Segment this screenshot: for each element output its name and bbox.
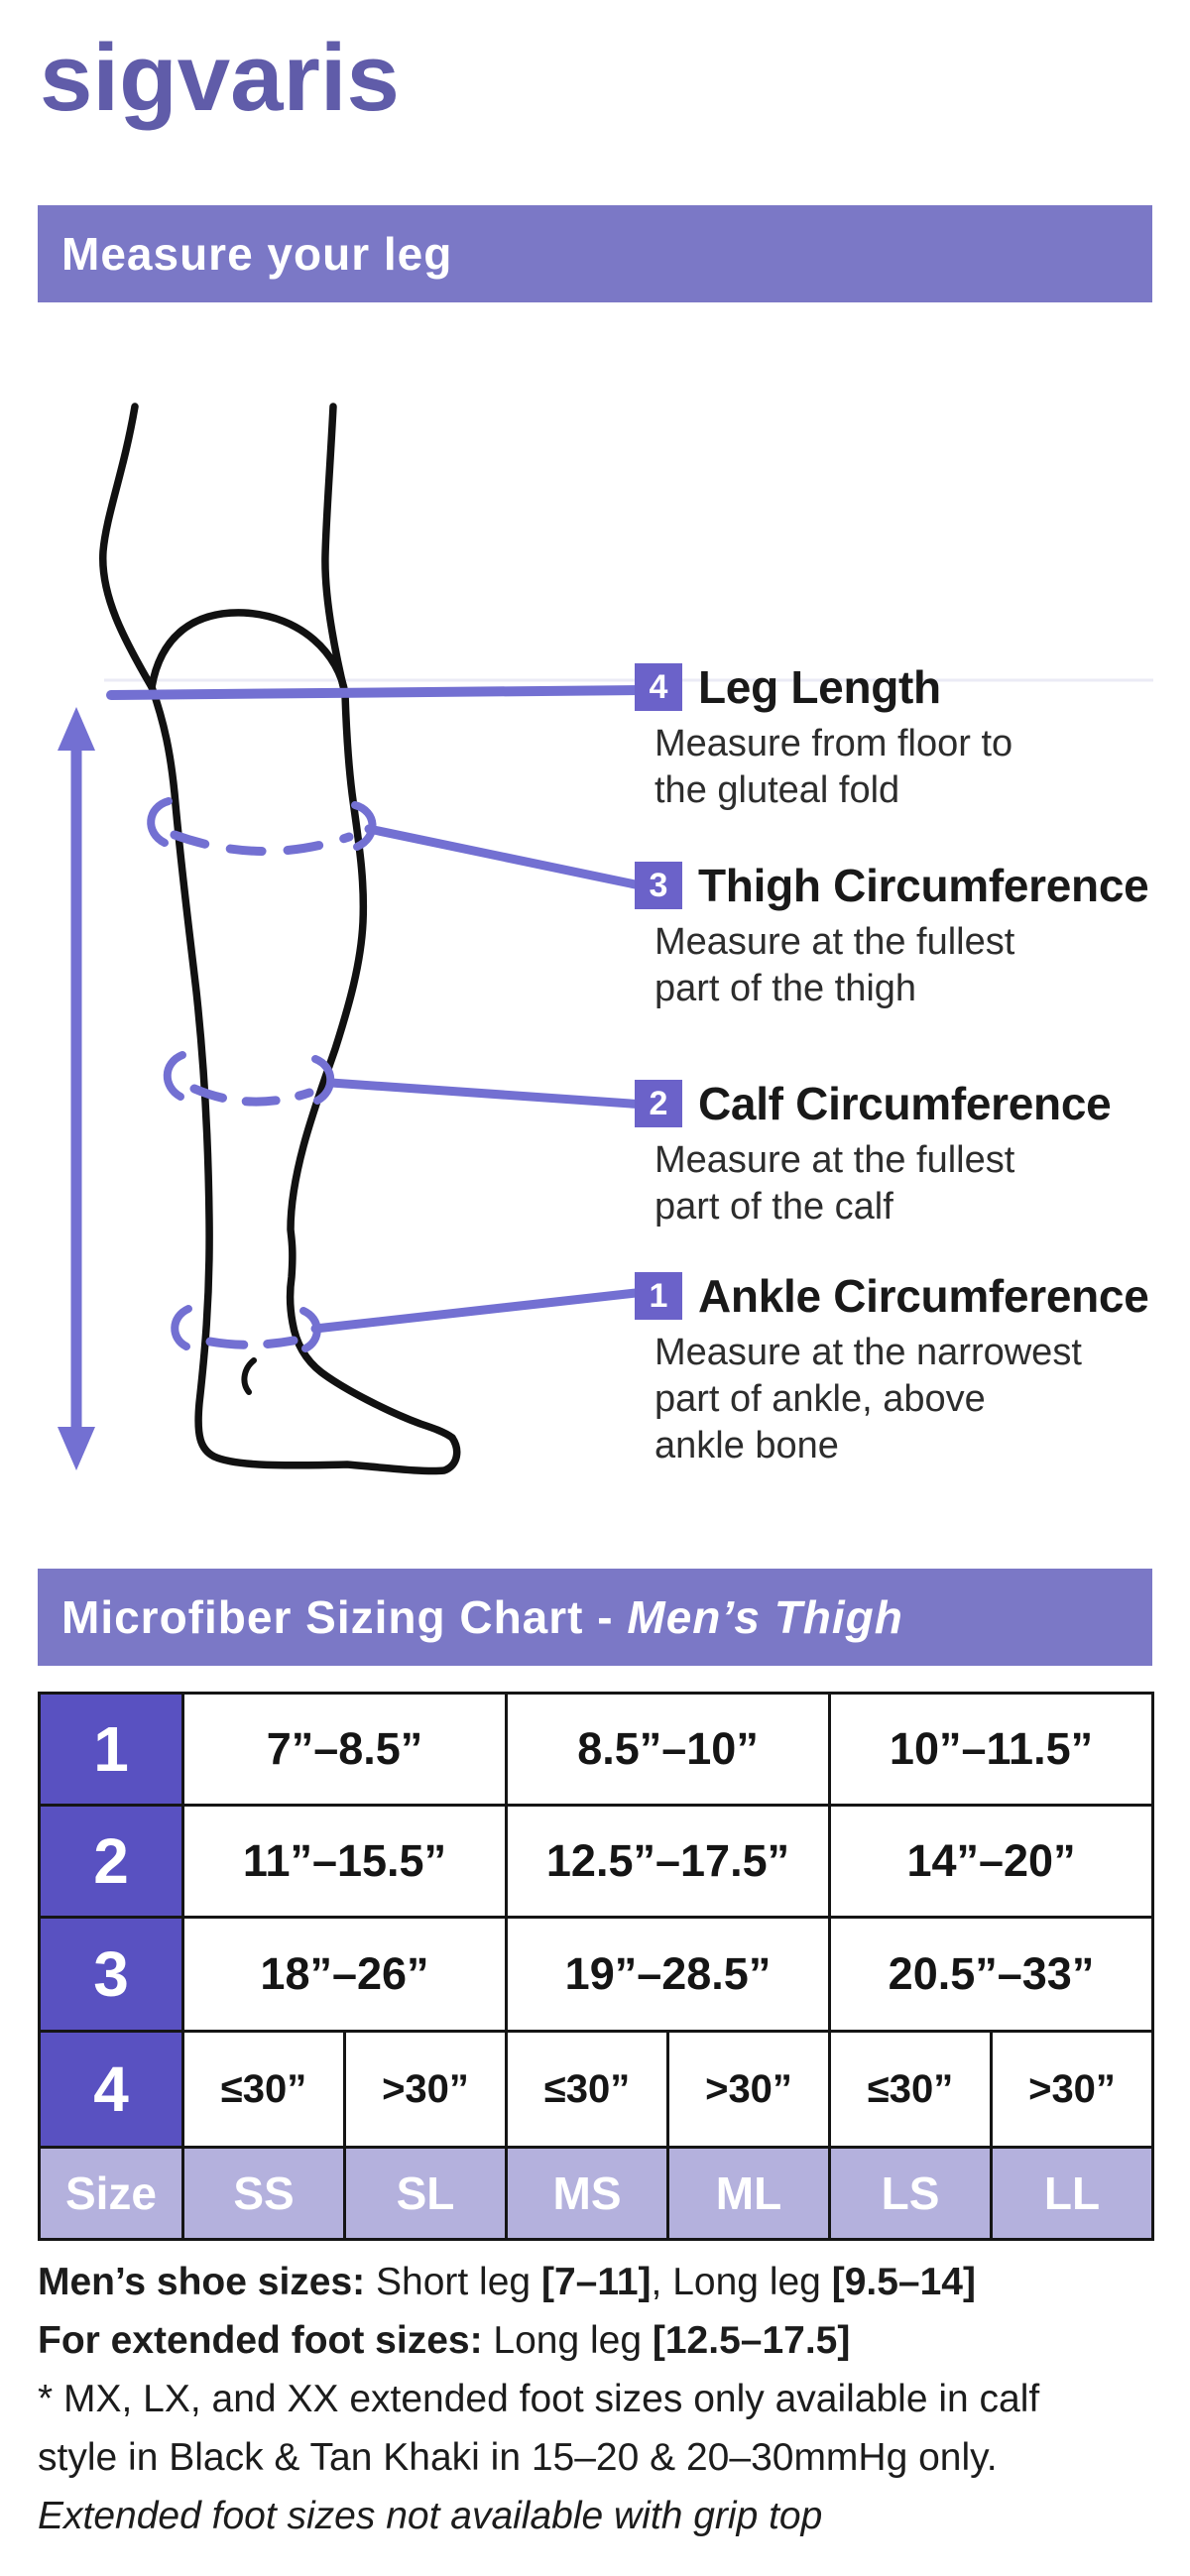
measurement-cell: 7”–8.5” bbox=[183, 1694, 507, 1806]
callout-connector-calf bbox=[331, 1083, 645, 1105]
callout-title: Calf Circumference bbox=[698, 1078, 1112, 1129]
measurement-cell: 19”–28.5” bbox=[507, 1918, 830, 2032]
callout-calf-circumference bbox=[635, 1080, 1111, 1230]
row-number-cell: 2 bbox=[40, 1806, 183, 1918]
measurement-cell: 18”–26” bbox=[183, 1918, 507, 2032]
table-row-measurement-4 bbox=[40, 2032, 1153, 2148]
callout-description: Measure at the fullest part of the thigh bbox=[654, 921, 1015, 1009]
callout-thigh-circumference bbox=[635, 862, 1148, 1012]
measurement-cell: ≤30” bbox=[183, 2032, 345, 2148]
row-number-cell: 4 bbox=[40, 2032, 183, 2148]
measure-your-leg-header bbox=[38, 205, 1152, 302]
measurement-cell: >30” bbox=[345, 2032, 507, 2148]
calf-measure-dashes bbox=[168, 1055, 645, 1105]
shoe-sizes-note: Men’s shoe sizes: Short leg [7–11], Long leg [9.5–14] bbox=[38, 2261, 976, 2303]
table-row-measurement-1 bbox=[40, 1694, 1153, 1806]
size-cell: LS bbox=[830, 2148, 992, 2240]
extended-foot-sizes-note: For extended foot sizes: Long leg [12.5–17.5] bbox=[38, 2319, 851, 2362]
leg-length-arrow bbox=[58, 707, 95, 1470]
callout-number-badge: 4 bbox=[635, 663, 682, 711]
measurement-cell: 11”–15.5” bbox=[183, 1806, 507, 1918]
callout-title: Ankle Circumference bbox=[698, 1270, 1149, 1322]
size-cell: MS bbox=[507, 2148, 668, 2240]
row-number-cell: 1 bbox=[40, 1694, 183, 1806]
callout-number-badge: 1 bbox=[635, 1272, 682, 1320]
sizing-chart-title-variant: Men’s Thigh bbox=[627, 1591, 903, 1643]
sizing-table bbox=[38, 1692, 1154, 2241]
callout-description: Measure at the fullest part of the calf bbox=[654, 1139, 1015, 1228]
gluteal-fold-line bbox=[111, 690, 645, 695]
size-cell: ML bbox=[668, 2148, 830, 2240]
measurement-cell: 14”–20” bbox=[830, 1806, 1153, 1918]
callout-title: Leg Length bbox=[698, 661, 941, 713]
callout-description: Measure at the narrowest part of ankle, above ankle bone bbox=[654, 1332, 1082, 1466]
sizing-chart-header bbox=[38, 1569, 1152, 1666]
measurement-cell: ≤30” bbox=[507, 2032, 668, 2148]
measurement-cell: 8.5”–10” bbox=[507, 1694, 830, 1806]
grip-top-note: Extended foot sizes not available with grip top bbox=[38, 2495, 823, 2537]
measurement-cell: 20.5”–33” bbox=[830, 1918, 1153, 2032]
measurement-cell: 10”–11.5” bbox=[830, 1694, 1153, 1806]
ankle-measure-dashes bbox=[175, 1292, 645, 1348]
row-number-cell: 3 bbox=[40, 1918, 183, 2032]
callout-number-badge: 2 bbox=[635, 1080, 682, 1127]
footnotes bbox=[38, 2253, 1150, 2545]
callout-leg-length bbox=[635, 663, 1012, 814]
table-row-measurement-3 bbox=[40, 1918, 1153, 2032]
leg-outline bbox=[103, 407, 457, 1471]
sizing-chart-title: Microfiber Sizing Chart - bbox=[61, 1591, 614, 1643]
callout-connector-ankle bbox=[315, 1292, 645, 1329]
measurement-cell: 12.5”–17.5” bbox=[507, 1806, 830, 1918]
measurement-cell: ≤30” bbox=[830, 2032, 992, 2148]
thigh-measure-dashes bbox=[151, 801, 645, 886]
callout-connector-thigh bbox=[369, 829, 645, 886]
measurement-cell: >30” bbox=[668, 2032, 830, 2148]
callout-ankle-circumference bbox=[635, 1272, 1148, 1469]
ankle-bone-mark bbox=[244, 1360, 254, 1392]
measurement-cell: >30” bbox=[992, 2032, 1153, 2148]
size-cell: SS bbox=[183, 2148, 345, 2240]
size-cell: SL bbox=[345, 2148, 507, 2240]
size-label-cell: Size bbox=[40, 2148, 183, 2240]
callout-description: Measure from floor to the gluteal fold bbox=[654, 723, 1013, 811]
asterisk-note: * MX, LX, and XX extended foot sizes only available in calf style in Black & Tan Khaki in 15–20 & 20–30mmHg only. bbox=[38, 2378, 1040, 2479]
size-cell: LL bbox=[992, 2148, 1153, 2240]
callout-title: Thigh Circumference bbox=[698, 860, 1149, 911]
measure-your-leg-title: Measure your leg bbox=[61, 228, 453, 280]
callout-number-badge: 3 bbox=[635, 862, 682, 909]
table-row-sizes bbox=[40, 2148, 1153, 2240]
table-row-measurement-2 bbox=[40, 1806, 1153, 1918]
brand-logo: sigvaris bbox=[40, 25, 400, 131]
